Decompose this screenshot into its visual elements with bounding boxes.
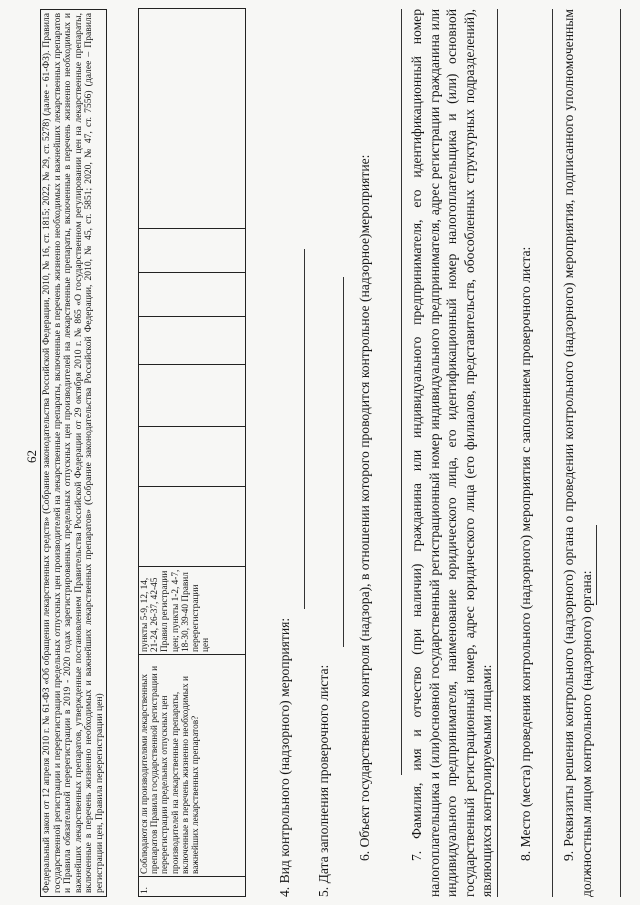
- answer-cell: [139, 365, 246, 427]
- section-9: 9. Реквизиты решения контрольного (надзорного) органа о проведении контрольного (надзорного) мероприятия, подписанного уполномоченным должностным лицом контрольного (надзорного) органа:: [561, 9, 594, 897]
- section-6: 6. Объект государственного контроля (надзора), в отношении которого проводится контрольное (надзорное)мероприятие:: [357, 154, 372, 861]
- answer-cell: [139, 273, 246, 317]
- answer-cell: [139, 317, 246, 365]
- reference-cell: пункты 5-9, 12, 14, 21-24, 26-37, 42-45 Правил регистрации цен; пункты 1-2, 4-7, 18-30, 39-40 Правил перерегистрации цен: [139, 567, 246, 655]
- fill-line: [401, 9, 402, 775]
- section-4: 4. Вид контрольного (надзорного) мероприятия:: [277, 617, 292, 897]
- fill-line: [596, 525, 597, 605]
- answer-cell: [139, 229, 246, 273]
- fill-line: [620, 9, 621, 897]
- fill-line: [497, 9, 498, 897]
- answer-cell: [139, 427, 246, 487]
- page-number: 62: [24, 450, 39, 463]
- checklist-table: [138, 8, 246, 897]
- notes-cell: [139, 9, 246, 229]
- law-reference-note: Федеральный закон от 12 апреля 2010 г. № 61-ФЗ «Об обращении лекарственных средств» (Собрание законодательства Российской Федерации, 2010, № 16, ст. 1815; 2022, № 29, ст. 5278) (далее - 61-ФЗ). Правила государственной регистрации и перерегистрации предельных отпускных цен производителей на лекарственные препараты, включенные в перечень жизненно необходимых и важнейших лекарственных препаратов и Правила обязательной перерегистрации в 2019 - 2020 годах зарегистрированных предельных отпускных цен производителей на лекарственные препараты, включенные в перечень жизненно необходимых и важнейших лекарственных препаратов, утвержденные постановлением Правительства Российской Федерации от 29 октября 2010 г. № 865 «О государственном регулировании цен на лекарственные препараты, включенные в перечень жизненно необходимых и важнейших лекарственных препаратов» (Собрание законодательства Российской Федерации, 2010, № 45, ст. 5851; 2020, № 47, ст. 7556) (далее – Правила регистрации цен, Правила перерегистрации цен): [40, 9, 107, 897]
- fill-line: [304, 249, 305, 609]
- fill-line: [343, 277, 344, 647]
- table-row: [139, 9, 246, 897]
- row-number: 1.: [139, 877, 246, 897]
- section-7: 7. Фамилия, имя и отчество (при наличии) гражданина или индивидуального предпринимателя, его идентификационный номер налогоплательщика и (или)основной государственный регистрационный номер индивидуального предпринимателя, адрес регистрации гражданина или индивидуального предпринимателя, наименование юридического лица, его идентификационный номер налогоплательщика и (или) основной государственный регистрационный номер, адрес юридического лица (его филиалов, представительств, обособленных структурных подразделений), являющихся контролируемыми лицами:: [409, 9, 494, 897]
- section-8: 8. Место (места) проведения контрольного (надзорного) мероприятия с заполнением проверочного листа:: [518, 246, 533, 861]
- answer-cell: [139, 487, 246, 567]
- question-cell: Соблюдаются ли производителями лекарственных препаратов Правила государственной регистрации и перерегистрации предельных отпускных цен производителей на лекарственные препараты, включенные в перечень жизненно необходимых и важнейших лекарственных препаратов?: [139, 655, 246, 877]
- section-5: 5. Дата заполнения проверочного листа:: [316, 664, 331, 897]
- fill-line: [552, 9, 553, 897]
